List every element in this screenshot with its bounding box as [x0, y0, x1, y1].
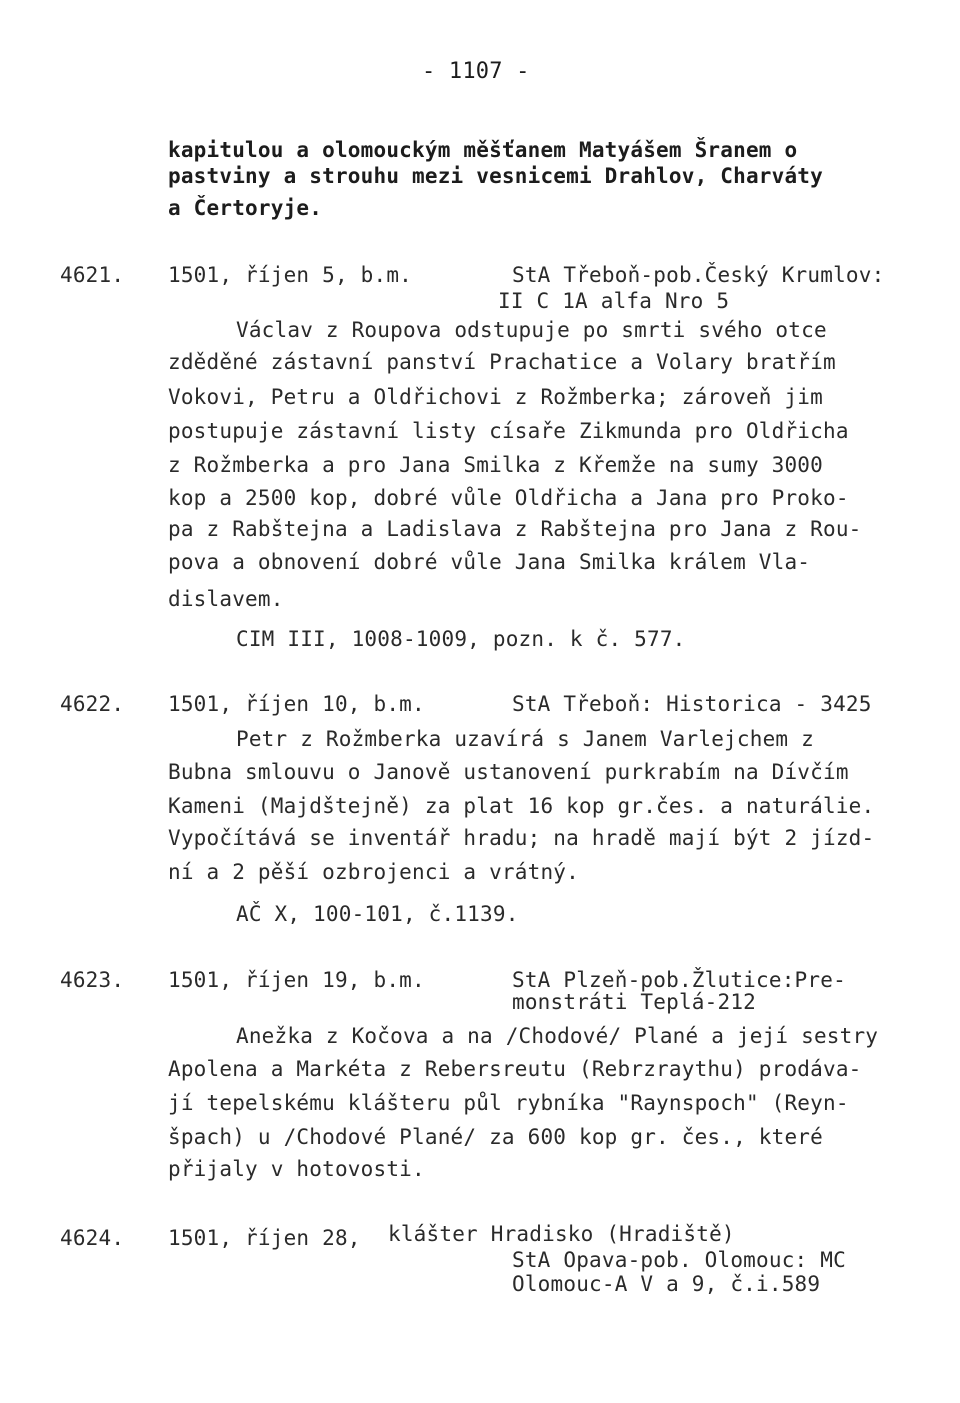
entry-reference: CIM III, 1008-1009, pozn. k č. 577.: [236, 627, 686, 651]
entry-number: 4624.: [60, 1226, 125, 1250]
entry-archive: StA Opava-pob. Olomouc: MC: [512, 1248, 846, 1272]
entry-text-line: dislavem.: [168, 587, 284, 611]
intro-line: kapitulou a olomouckým měšťanem Matyášem Šranem o: [168, 138, 798, 162]
entry-text-line: špach) u /Chodové Plané/ za 600 kop gr. čes., které: [168, 1125, 823, 1149]
entry-text-line: zděděné zástavní panství Prachatice a Volary bratřím: [168, 350, 836, 374]
entry-text-line: Apolena a Markéta z Rebersreutu (Rebrzraythu) prodáva-: [168, 1057, 862, 1081]
entry-text-line: postupuje zástavní listy císaře Zikmunda pro Oldřicha: [168, 419, 849, 443]
entry-date: 1501, říjen 19, b.m.: [168, 968, 425, 992]
entry-archive: StA Třeboň-pob.Český Krumlov:: [512, 263, 885, 287]
entry-archive: StA Třeboň: Historica - 3425: [512, 692, 872, 716]
entry-text-line: pova a obnovení dobré vůle Jana Smilka králem Vla-: [168, 550, 811, 574]
entry-text-line: z Rožmberka a pro Jana Smilka z Křemže na sumy 3000: [168, 453, 823, 477]
entry-text-line: Vokovi, Petru a Oldřichovi z Rožmberka; zároveň jim: [168, 385, 823, 409]
entry-text-line: ní a 2 pěší ozbrojenci a vrátný.: [168, 860, 579, 884]
entry-archive: II C 1A alfa Nro 5: [498, 289, 730, 313]
entry-text-line: Vypočítává se inventář hradu; na hradě mají být 2 jízd-: [168, 826, 875, 850]
entry-archive: Olomouc-A V a 9, č.i.589: [512, 1272, 821, 1296]
entry-number: 4621.: [60, 263, 125, 287]
entry-number: 4623.: [60, 968, 125, 992]
entry-text-line: Kameni (Majdštejně) za plat 16 kop gr.čes. a naturálie.: [168, 794, 875, 818]
entry-date: 1501, říjen 28,: [168, 1226, 361, 1250]
entry-text-line: jí tepelskému klášteru půl rybníka "Raynspoch" (Reyn-: [168, 1091, 849, 1115]
intro-line: pastviny a strouhu mezi vesnicemi Drahlov, Charváty: [168, 164, 823, 188]
entry-archive: monstráti Teplá-212: [512, 990, 757, 1014]
entry-reference: AČ X, 100-101, č.1139.: [236, 902, 519, 926]
entry-date: 1501, říjen 5, b.m.: [168, 263, 413, 287]
entry-text-line: kop a 2500 kop, dobré vůle Oldřicha a Jana pro Proko-: [168, 486, 849, 510]
entry-text-line: Anežka z Kočova a na /Chodové/ Plané a její sestry: [236, 1024, 879, 1048]
entry-text-line: pa z Rabštejna a Ladislava z Rabštejna pro Jana z Rou-: [168, 517, 862, 541]
entry-text-line: Bubna smlouvu o Janově ustanovení purkrabím na Dívčím: [168, 760, 849, 784]
page-number: - 1107 -: [422, 59, 530, 84]
entry-number: 4622.: [60, 692, 125, 716]
entry-text-line: Petr z Rožmberka uzavírá s Janem Varlejchem z: [236, 727, 814, 751]
entry-text-line: Václav z Roupova odstupuje po smrti svého otce: [236, 318, 827, 342]
entry-date: 1501, říjen 10, b.m.: [168, 692, 425, 716]
entry-place: klášter Hradisko (Hradiště): [388, 1222, 735, 1246]
entry-text-line: přijaly v hotovosti.: [168, 1157, 425, 1181]
entry-archive: StA Plzeň-pob.Žlutice:Pre-: [512, 968, 846, 992]
intro-line: a Čertoryje.: [168, 196, 323, 220]
